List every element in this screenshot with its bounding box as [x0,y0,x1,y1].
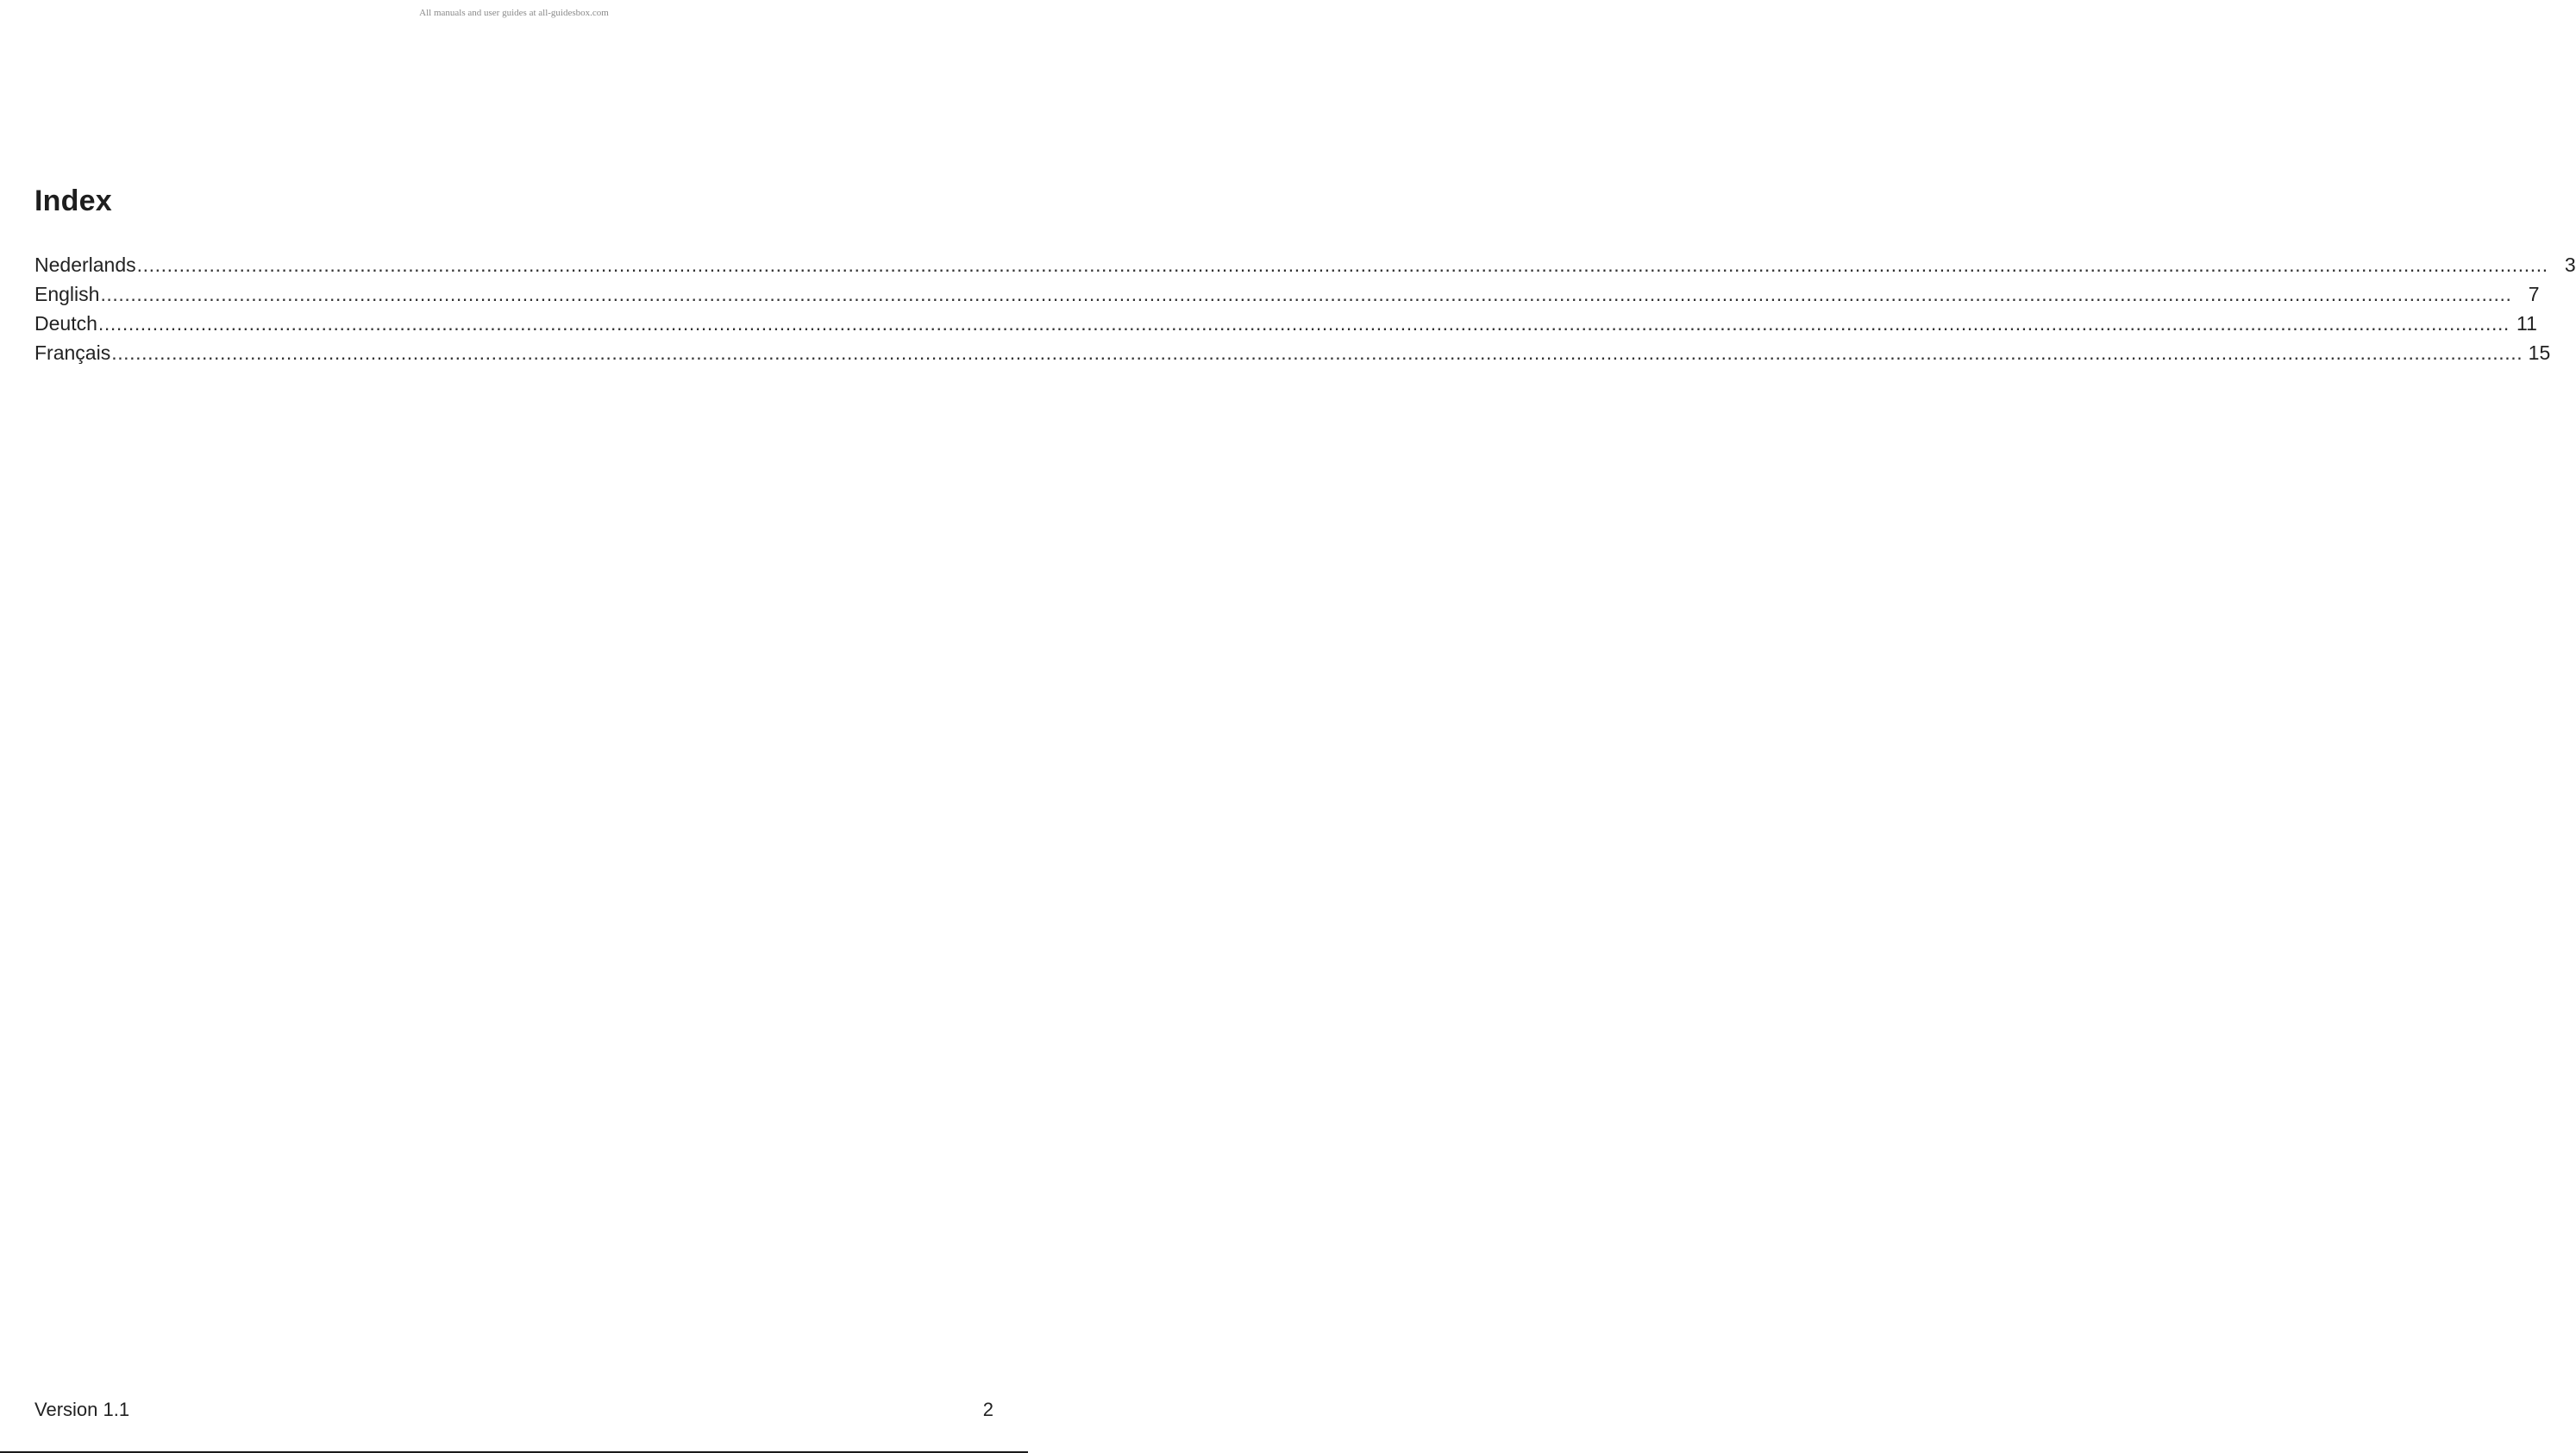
toc-entry-francais[interactable] [34,338,2551,367]
toc-entry-label: Français [34,341,111,364]
toc-entry-deutch[interactable] [34,309,2537,338]
toc-entry-page: 3 [2564,254,2576,276]
toc-entry-label: Deutch [34,312,97,335]
watermark-text: All manuals and user guides at all-guidesbox.com [419,8,609,18]
table-of-contents [34,250,2576,367]
page-title: Index [34,185,112,217]
footer-version: Version 1.1 [34,1399,130,1420]
toc-entry-page: 15 [2528,341,2551,364]
toc-entry-page: 11 [2516,312,2537,335]
toc-dot-leader: ................................................................................................................................................................................................................................................................................................................................................................................................................ [97,312,2510,335]
toc-dot-leader: ................................................................................................................................................................................................................................................................................................................................................................................................................ [100,283,2512,305]
toc-entry-label: English [34,283,100,305]
toc-entry-page: 7 [2528,283,2540,305]
toc-entry-nederlands[interactable] [34,250,2576,279]
footer-page-number: 2 [982,1399,993,1420]
toc-dot-leader: ................................................................................................................................................................................................................................................................................................................................................................................................................ [136,254,2548,276]
toc-dot-leader: ................................................................................................................................................................................................................................................................................................................................................................................................................ [111,341,2523,364]
toc-entry-label: Nederlands [34,254,136,276]
toc-entry-english[interactable] [34,279,2540,309]
